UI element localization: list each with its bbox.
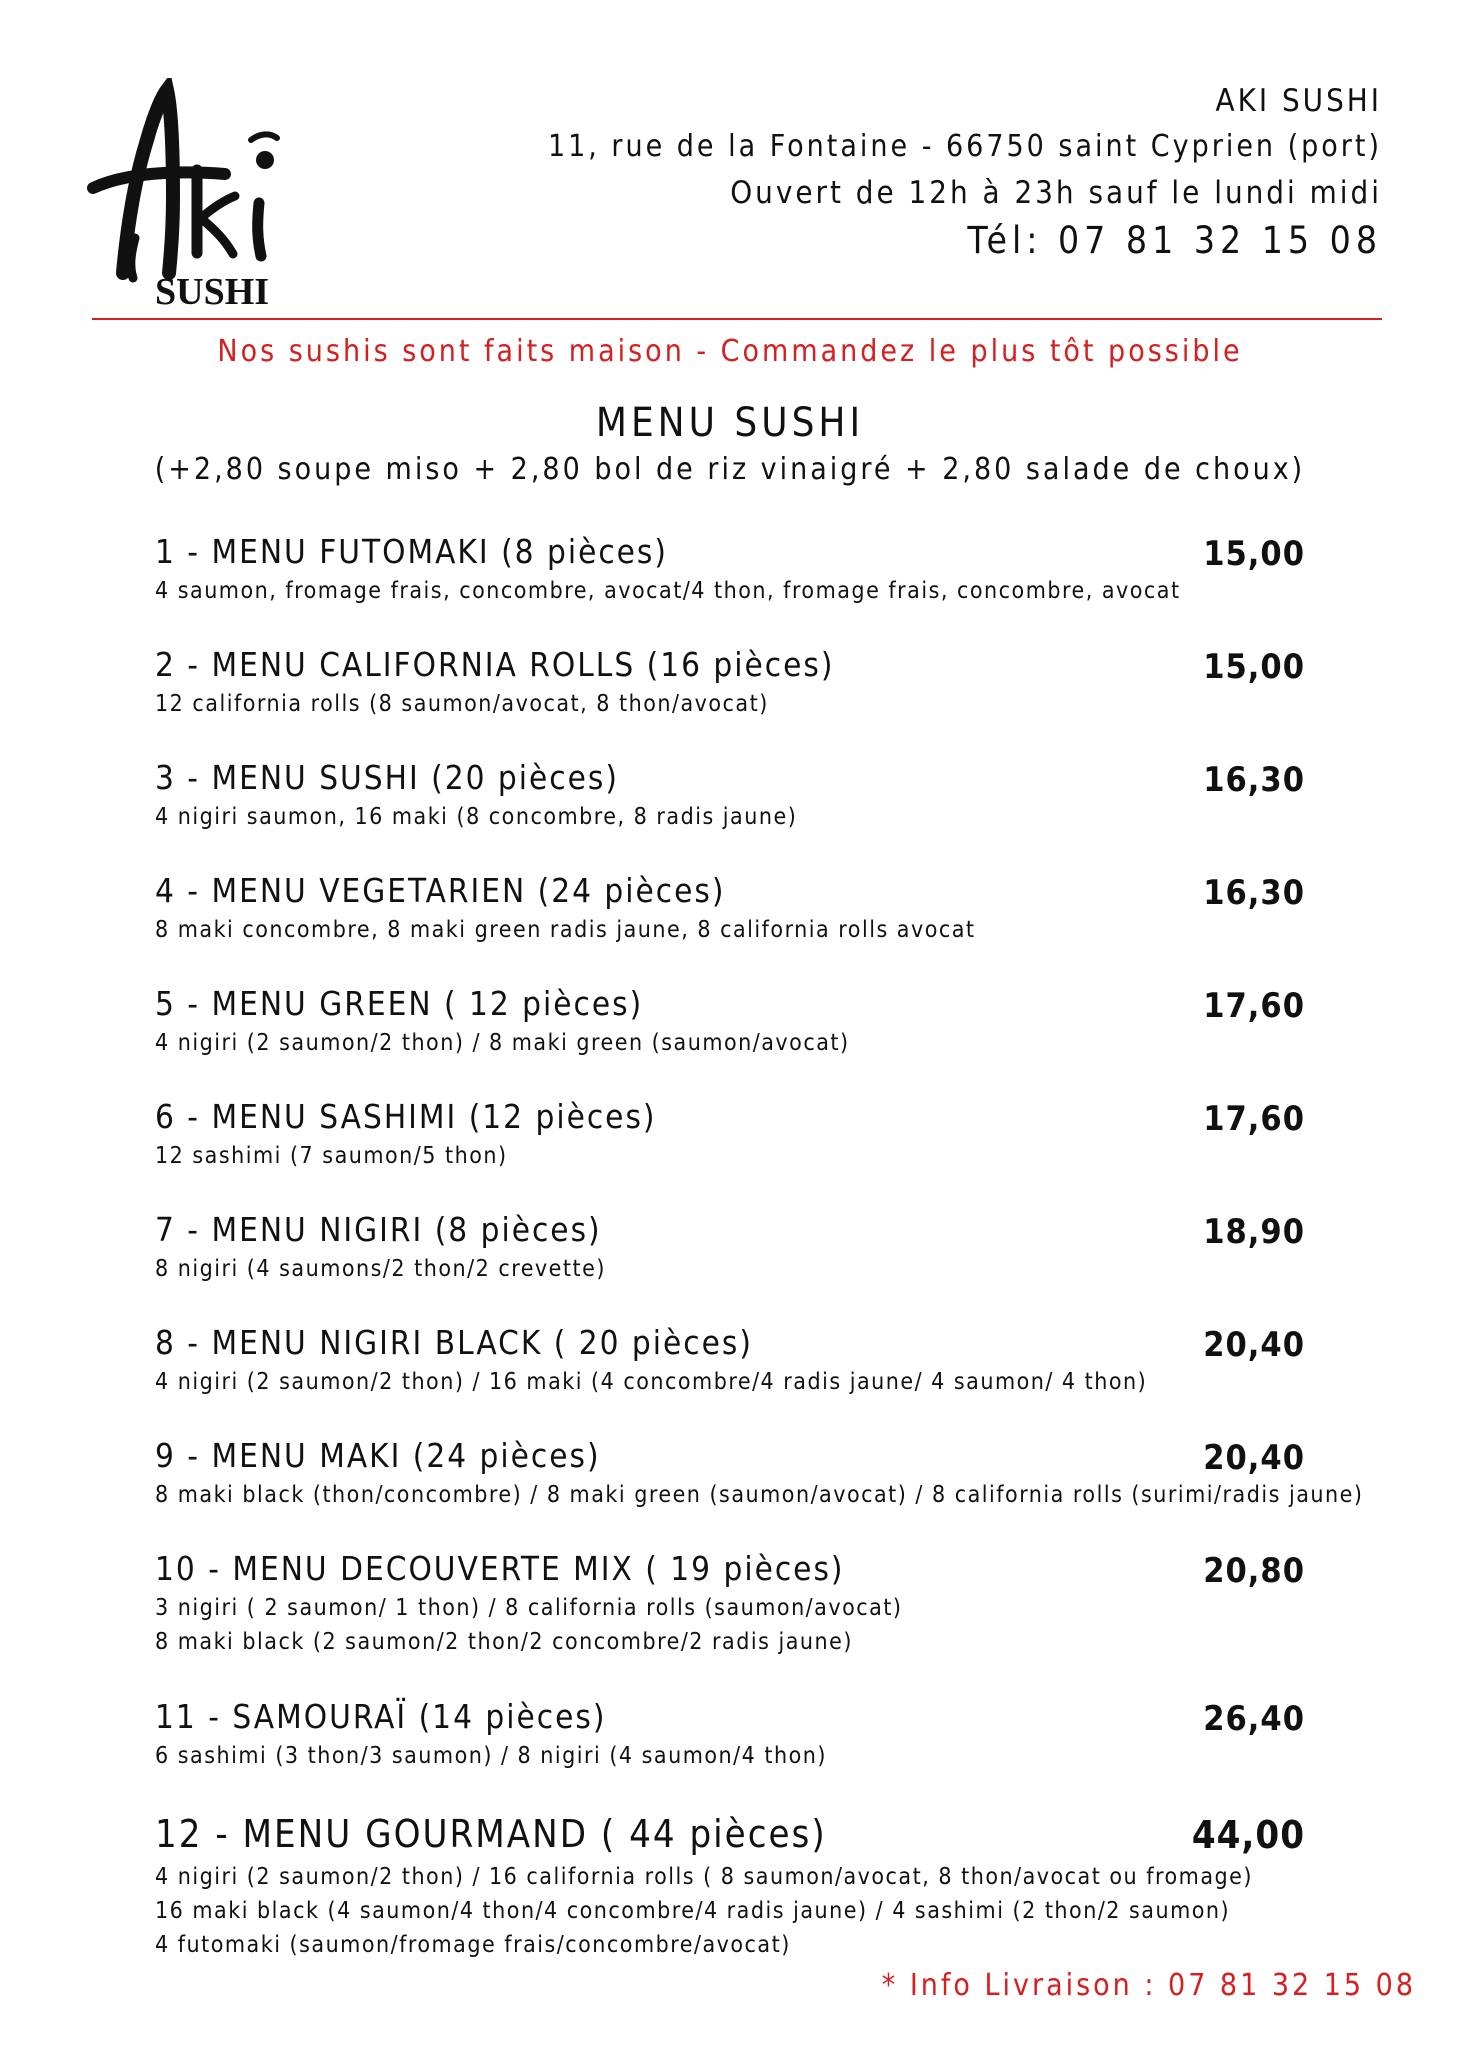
restaurant-info [548,78,1382,266]
opening-hours: Ouvert de 12h à 23h sauf le lundi midi [730,175,1382,211]
menu-item-description: 12 california rolls (8 saumon/avocat, 8 thon/avocat) [155,691,769,717]
menu-item [155,643,1305,756]
menu-item-price: 20,80 [1203,1551,1305,1591]
menu-item-price: 20,40 [1203,1438,1305,1478]
menu-item-title: 9 - MENU MAKI (24 pièces) [155,1436,601,1475]
menu-item-title: 7 - MENU NIGIRI (8 pièces) [155,1210,602,1249]
menu-item-title: 2 - MENU CALIFORNIA ROLLS (16 pièces) [155,645,835,684]
delivery-info: * Info Livraison : 07 81 32 15 08 [881,1968,1416,2003]
menu-item [155,982,1305,1095]
menu-item-title: 3 - MENU SUSHI (20 pièces) [155,758,619,797]
phone-number: Tél: 07 81 32 15 08 [967,219,1382,262]
menu-item-price: 16,30 [1203,873,1305,913]
menu-title: MENU SUSHI [595,400,865,446]
header-divider [92,318,1382,320]
menu-item-price: 20,40 [1203,1325,1305,1365]
menu-item-title: 5 - MENU GREEN ( 12 pièces) [155,984,644,1023]
menu-item-description: 4 nigiri (2 saumon/2 thon) / 16 maki (4 concombre/4 radis jaune/ 4 saumon/ 4 thon) [155,1369,1148,1395]
menu-items [155,530,1364,1958]
menu-item [155,1434,1364,1547]
menu-item-description: 12 sashimi (7 saumon/5 thon) [155,1143,508,1169]
menu-item-description: 8 maki concombre, 8 maki green radis jaune, 8 california rolls avocat [155,917,976,943]
restaurant-name: AKI SUSHI [1215,83,1382,119]
menu-item-description: 4 futomaki (saumon/fromage frais/concombre/avocat) [155,1932,791,1958]
menu-item-description: 3 nigiri ( 2 saumon/ 1 thon) / 8 california rolls (saumon/avocat) [155,1595,903,1621]
restaurant-address: 11, rue de la Fontaine - 66750 saint Cyprien (port) [547,129,1382,164]
menu-item [155,1547,1305,1695]
menu-item [155,869,1305,982]
menu-item [155,1095,1305,1208]
aki-sushi-logo [75,78,335,308]
menu-item-price: 18,90 [1203,1212,1305,1252]
menu-item-price: 15,00 [1203,534,1305,574]
menu-item-description: 4 nigiri (2 saumon/2 thon) / 8 maki green (saumon/avocat) [155,1030,850,1056]
menu-item-price: 16,30 [1203,760,1305,800]
menu-item-price: 17,60 [1203,1099,1305,1139]
tagline: Nos sushis sont faits maison - Commandez le plus tôt possible [217,334,1243,369]
menu-item-description: 6 sashimi (3 thon/3 saumon) / 8 nigiri (4 saumon/4 thon) [155,1743,827,1769]
menu-subtitle: (+2,80 soupe miso + 2,80 bol de riz vinaigré + 2,80 salade de choux) [154,452,1306,487]
menu-item-title: 4 - MENU VEGETARIEN (24 pièces) [155,871,726,910]
menu-item-description: 4 nigiri (2 saumon/2 thon) / 16 california rolls ( 8 saumon/avocat, 8 thon/avocat ou fromage) [155,1864,1253,1890]
menu-item [155,756,1305,869]
menu-item [155,1695,1305,1808]
menu-item-price: 44,00 [1191,1813,1305,1857]
svg-text:SUSHI: SUSHI [155,271,270,308]
menu-item [155,1808,1305,1956]
menu-item-price: 15,00 [1203,647,1305,687]
menu-item-description: 8 maki black (thon/concombre) / 8 maki green (saumon/avocat) / 8 california rolls (surimi/radis jaune) [155,1482,1364,1508]
menu-item-title: 8 - MENU NIGIRI BLACK ( 20 pièces) [155,1323,753,1362]
menu-item-title: 6 - MENU SASHIMI (12 pièces) [155,1097,657,1136]
menu-item-description: 8 maki black (2 saumon/2 thon/2 concombre/2 radis jaune) [155,1629,853,1655]
menu-item-description: 4 nigiri saumon, 16 maki (8 concombre, 8 radis jaune) [155,804,798,830]
menu-item-title: 1 - MENU FUTOMAKI (8 pièces) [155,532,668,571]
menu-item-title: 10 - MENU DECOUVERTE MIX ( 19 pièces) [155,1549,845,1588]
menu-item-price: 26,40 [1203,1699,1305,1739]
menu-item-price: 17,60 [1203,986,1305,1026]
menu-item-title: 12 - MENU GOURMAND ( 44 pièces) [155,1812,827,1856]
menu-item-description: 4 saumon, fromage frais, concombre, avocat/4 thon, fromage frais, concombre, avocat [155,578,1181,604]
menu-item [155,1321,1305,1434]
menu-item-title: 11 - SAMOURAÏ (14 pièces) [155,1697,607,1736]
menu-item [155,1208,1305,1321]
menu-item-description: 16 maki black (4 saumon/4 thon/4 concombre/4 radis jaune) / 4 sashimi (2 thon/2 saumon) [155,1898,1231,1924]
menu-item-description: 8 nigiri (4 saumons/2 thon/2 crevette) [155,1256,606,1282]
menu-item [155,530,1305,643]
